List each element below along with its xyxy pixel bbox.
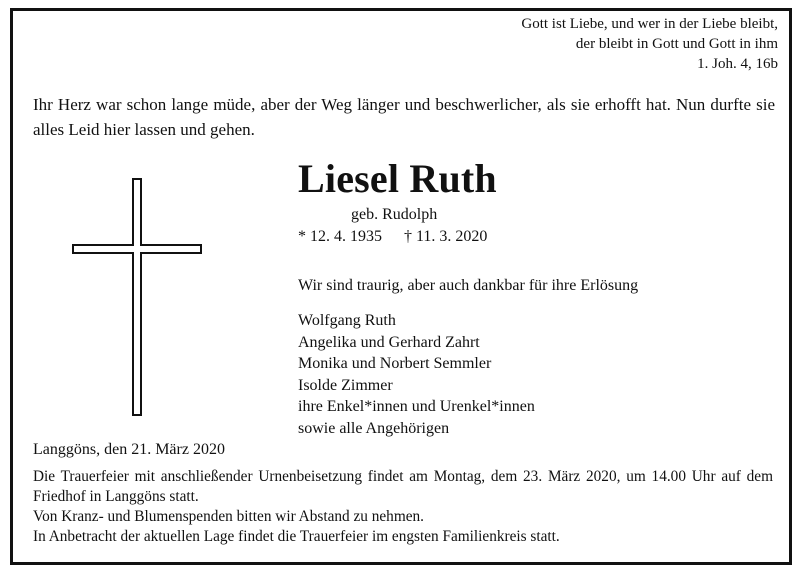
mourner: ihre Enkel*innen und Urenkel*innen xyxy=(298,398,535,416)
outline-cross-icon xyxy=(72,178,202,416)
quote-line: der bleibt in Gott und Gott in ihm xyxy=(575,36,778,52)
life-dates xyxy=(298,227,487,247)
mourner: Isolde Zimmer xyxy=(298,376,393,394)
mourners-list xyxy=(298,310,535,440)
mourner: Monika und Norbert Semmler xyxy=(298,355,492,373)
mourner: Wolfgang Ruth xyxy=(298,312,396,329)
quote-line: Gott ist Liebe, und wer in der Liebe bleibt, xyxy=(521,16,778,32)
funeral-info: Die Trauerfeier mit anschließender Urnenbeisetzung findet am Montag, dem 23. März 2020, um 14.00 Uhr auf dem Friedhof in Langgöns statt. xyxy=(33,468,773,505)
place-date: Langgöns, den 21. März 2020 xyxy=(33,441,225,458)
mourner: sowie alle Angehörigen xyxy=(298,419,450,437)
birth-date: * 12. 4. 1935 xyxy=(298,228,382,245)
intro-text: Ihr Herz war schon lange müde, aber der Weg länger und beschwerlicher, als sie erhofft hat. Nun durfte sie alles Leid hier lassen und gehen. xyxy=(33,95,775,139)
situation-info: In Anbetracht der aktuellen Lage findet die Trauerfeier im engsten Familienkreis statt. xyxy=(33,528,560,545)
death-date: † 11. 3. 2020 xyxy=(404,228,488,245)
funeral-notice xyxy=(33,467,773,547)
maiden-name: geb. Rudolph xyxy=(351,206,438,223)
deceased-name: Liesel Ruth xyxy=(298,156,497,201)
bible-quote xyxy=(521,14,778,74)
mourner: Angelika und Gerhard Zahrt xyxy=(298,333,480,351)
quote-reference: 1. Joh. 4, 16b xyxy=(697,56,778,72)
flowers-info: Von Kranz- und Blumenspenden bitten wir Abstand zu nehmen. xyxy=(33,508,424,525)
thanks-line: Wir sind traurig, aber auch dankbar für ihre Erlösung xyxy=(298,277,639,294)
